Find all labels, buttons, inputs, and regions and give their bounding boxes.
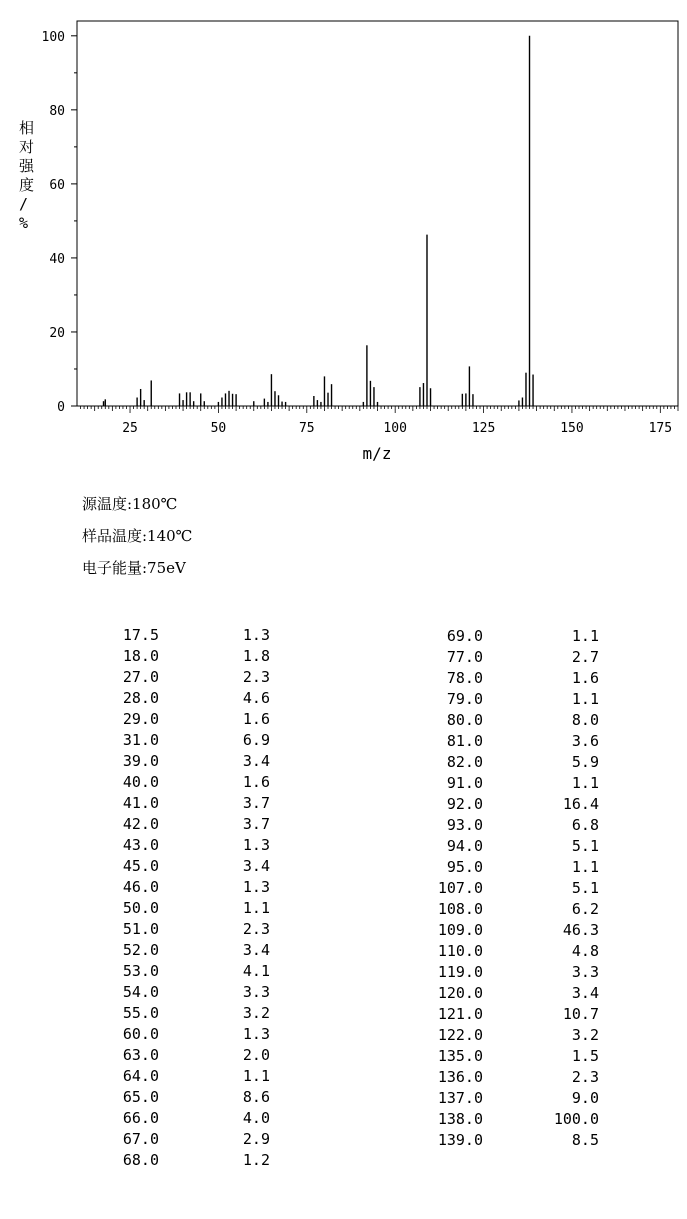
mz-value: 50.0: [122, 899, 159, 917]
mz-value: 120.0: [437, 984, 483, 1002]
mz-value: 135.0: [437, 1047, 483, 1065]
mz-value: 81.0: [446, 732, 483, 750]
mz-value: 41.0: [122, 794, 159, 812]
mz-value: 28.0: [122, 689, 159, 707]
mz-value: 108.0: [437, 900, 483, 918]
x-tick-label: 75: [298, 421, 315, 436]
relative-abundance-value: 3.4: [242, 857, 270, 875]
y-tick-label: 100: [41, 29, 65, 45]
mz-value: 51.0: [122, 920, 159, 938]
mz-value: 82.0: [446, 753, 483, 771]
x-tick-label: 125: [471, 421, 496, 436]
mz-value: 54.0: [122, 983, 159, 1001]
electron-energy: 电子能量:75eV: [82, 559, 186, 577]
relative-abundance-value: 1.8: [242, 647, 270, 665]
mz-value: 107.0: [437, 879, 483, 897]
mz-value: 93.0: [446, 816, 483, 834]
mz-value: 67.0: [122, 1130, 159, 1148]
mz-value: 66.0: [122, 1109, 159, 1127]
mz-value: 119.0: [437, 963, 483, 981]
y-axis: [42, 30, 77, 415]
mz-value: 43.0: [122, 836, 159, 854]
mz-value: 139.0: [437, 1131, 483, 1149]
relative-abundance-value: 10.7: [562, 1005, 599, 1023]
relative-abundance-value: 8.6: [242, 1088, 270, 1106]
mz-value: 52.0: [122, 941, 159, 959]
relative-abundance-value: 5.1: [571, 837, 599, 855]
relative-abundance-value: 5.9: [571, 753, 599, 771]
relative-abundance-value: 2.9: [242, 1130, 270, 1148]
relative-abundance-value: 1.5: [571, 1047, 599, 1065]
mz-value: 40.0: [122, 773, 159, 791]
mz-value: 92.0: [446, 795, 483, 813]
relative-abundance-value: 1.3: [242, 626, 270, 644]
mass-spectrum-chart: [0, 0, 687, 470]
relative-abundance-value: 1.3: [242, 1025, 270, 1043]
x-tick-label: 50: [210, 421, 227, 436]
mz-value: 138.0: [437, 1110, 483, 1128]
relative-abundance-value: 1.3: [242, 878, 270, 896]
mz-value: 65.0: [122, 1088, 159, 1106]
mz-value: 31.0: [122, 731, 159, 749]
mz-value: 27.0: [122, 668, 159, 686]
mz-value: 94.0: [446, 837, 483, 855]
relative-abundance-value: 2.0: [242, 1046, 270, 1064]
relative-abundance-value: 4.0: [242, 1109, 270, 1127]
mz-value: 60.0: [122, 1025, 159, 1043]
relative-abundance-value: 3.6: [571, 732, 599, 750]
relative-abundance-value: 6.2: [571, 900, 599, 918]
relative-abundance-value: 1.2: [242, 1151, 270, 1169]
relative-abundance-value: 1.1: [571, 858, 599, 876]
relative-abundance-value: 2.3: [242, 920, 270, 938]
sample-temperature: 样品温度:140℃: [82, 527, 193, 545]
mz-value: 46.0: [122, 878, 159, 896]
relative-abundance-value: 3.4: [242, 752, 270, 770]
relative-abundance-value: 3.3: [571, 963, 599, 981]
relative-abundance-value: 3.7: [242, 794, 270, 812]
mz-value: 78.0: [446, 669, 483, 687]
source-temperature: 源温度:180℃: [82, 495, 178, 513]
mz-value: 17.5: [122, 626, 159, 644]
x-tick-label: 100: [383, 421, 407, 436]
y-tick-label: 0: [57, 400, 65, 415]
relative-abundance-value: 6.9: [242, 731, 270, 749]
relative-abundance-value: 16.4: [562, 795, 599, 813]
mz-value: 69.0: [446, 627, 483, 645]
y-tick-label: 40: [49, 251, 65, 267]
mz-value: 29.0: [122, 710, 159, 728]
relative-abundance-value: 1.1: [242, 899, 270, 917]
y-axis-label: 相对强度/ %: [19, 119, 35, 232]
relative-abundance-value: 4.6: [242, 689, 270, 707]
relative-abundance-value: 2.3: [242, 668, 270, 686]
relative-abundance-value: 1.3: [242, 836, 270, 854]
x-tick-label: 25: [122, 421, 138, 436]
relative-abundance-value: 8.5: [571, 1131, 599, 1149]
mz-value: 137.0: [437, 1089, 483, 1107]
relative-abundance-value: 3.3: [242, 983, 270, 1001]
relative-abundance-value: 2.3: [571, 1068, 599, 1086]
mz-value: 77.0: [446, 648, 483, 666]
spectrum-bars: [104, 36, 534, 406]
relative-abundance-value: 6.8: [571, 816, 599, 834]
mz-value: 55.0: [122, 1004, 159, 1022]
x-tick-label: 150: [560, 421, 584, 436]
y-tick-label: 60: [49, 177, 65, 193]
x-axis: [81, 406, 678, 436]
mz-value: 64.0: [122, 1067, 159, 1085]
relative-abundance-value: 3.4: [242, 941, 270, 959]
mz-value: 80.0: [446, 711, 483, 729]
relative-abundance-value: 9.0: [571, 1089, 599, 1107]
mz-value: 136.0: [437, 1068, 483, 1086]
relative-abundance-value: 5.1: [571, 879, 599, 897]
x-axis-label: m/z: [362, 444, 392, 463]
mz-value: 95.0: [446, 858, 483, 876]
mz-value: 110.0: [437, 942, 483, 960]
relative-abundance-value: 8.0: [571, 711, 599, 729]
relative-abundance-value: 3.7: [242, 815, 270, 833]
mz-value: 122.0: [437, 1026, 483, 1044]
x-tick-label: 175: [648, 421, 673, 436]
mz-value: 63.0: [122, 1046, 159, 1064]
relative-abundance-value: 1.1: [571, 774, 599, 792]
relative-abundance-value: 1.6: [571, 669, 599, 687]
mz-value: 68.0: [122, 1151, 159, 1169]
mz-value: 18.0: [122, 647, 159, 665]
mz-value: 79.0: [446, 690, 483, 708]
relative-abundance-value: 46.3: [562, 921, 599, 939]
relative-abundance-value: 1.1: [571, 627, 599, 645]
relative-abundance-value: 4.8: [571, 942, 599, 960]
relative-abundance-value: 3.4: [571, 984, 599, 1002]
y-tick-label: 20: [49, 325, 65, 341]
mz-value: 39.0: [122, 752, 159, 770]
y-tick-label: 80: [49, 103, 65, 119]
relative-abundance-value: 2.7: [571, 648, 599, 666]
mz-value: 45.0: [122, 857, 159, 875]
mz-value: 91.0: [446, 774, 483, 792]
relative-abundance-value: 1.6: [242, 710, 270, 728]
mz-value: 109.0: [437, 921, 483, 939]
relative-abundance-value: 3.2: [242, 1004, 270, 1022]
relative-abundance-value: 4.1: [242, 962, 270, 980]
mz-value: 121.0: [437, 1005, 483, 1023]
plot-frame: [77, 21, 678, 406]
mz-value: 53.0: [122, 962, 159, 980]
relative-abundance-value: 3.2: [571, 1026, 599, 1044]
relative-abundance-value: 1.1: [571, 690, 599, 708]
relative-abundance-value: 100.0: [553, 1110, 599, 1128]
relative-abundance-value: 1.6: [242, 773, 270, 791]
relative-abundance-value: 1.1: [242, 1067, 270, 1085]
mz-value: 42.0: [122, 815, 159, 833]
